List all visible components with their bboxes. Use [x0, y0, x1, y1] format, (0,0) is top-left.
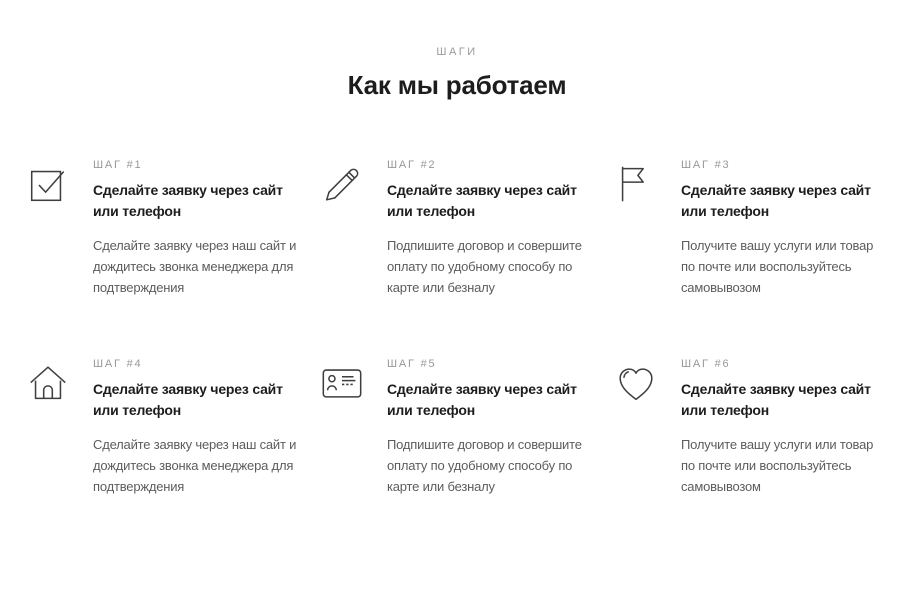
- step-title: Сделайте заявку через сайт или телефон: [93, 381, 283, 418]
- step-label: ШАГ #6: [681, 358, 731, 370]
- flag-icon: [613, 161, 659, 207]
- step-content: [681, 159, 889, 298]
- step-label: ШАГ #5: [387, 358, 437, 370]
- step-content: [93, 159, 301, 298]
- step-description: Получите вашу услуги или товар по почте или воспользуйтесь самовывозом: [681, 437, 874, 494]
- check-square-icon: [25, 161, 71, 207]
- step-label: ШАГ #3: [681, 159, 731, 171]
- step-card-1: [25, 159, 301, 298]
- heart-icon: [613, 360, 659, 406]
- steps-grid: [25, 159, 889, 497]
- step-label: ШАГ #1: [93, 159, 143, 171]
- step-content: [387, 159, 595, 298]
- step-content: [93, 358, 301, 497]
- step-card-3: [613, 159, 889, 298]
- id-card-icon: [319, 360, 365, 406]
- step-title: Сделайте заявку через сайт или телефон: [681, 182, 871, 219]
- step-label: ШАГ #4: [93, 358, 143, 370]
- step-content: [387, 358, 595, 497]
- step-content: [681, 358, 889, 497]
- step-title: Сделайте заявку через сайт или телефон: [93, 182, 283, 219]
- home-icon: [25, 360, 71, 406]
- step-label: ШАГ #2: [387, 159, 437, 171]
- section-eyebrow: ШАГИ: [436, 46, 478, 58]
- step-description: Получите вашу услуги или товар по почте или воспользуйтесь самовывозом: [681, 238, 874, 295]
- section-header: [0, 46, 914, 100]
- step-card-4: [25, 358, 301, 497]
- step-title: Сделайте заявку через сайт или телефон: [387, 182, 577, 219]
- pencil-icon: [319, 161, 365, 207]
- step-description: Сделайте заявку через наш сайт и дождитесь звонка менеджера для подтверждения: [93, 437, 297, 494]
- step-card-6: [613, 358, 889, 497]
- step-description: Подпишите договор и совершите оплату по удобному способу по карте или безналу: [387, 437, 582, 494]
- step-title: Сделайте заявку через сайт или телефон: [681, 381, 871, 418]
- step-card-2: [319, 159, 595, 298]
- step-description: Подпишите договор и совершите оплату по удобному способу по карте или безналу: [387, 238, 582, 295]
- page-title: Как мы работаем: [347, 70, 567, 100]
- step-description: Сделайте заявку через наш сайт и дождитесь звонка менеджера для подтверждения: [93, 238, 297, 295]
- step-title: Сделайте заявку через сайт или телефон: [387, 381, 577, 418]
- step-card-5: [319, 358, 595, 497]
